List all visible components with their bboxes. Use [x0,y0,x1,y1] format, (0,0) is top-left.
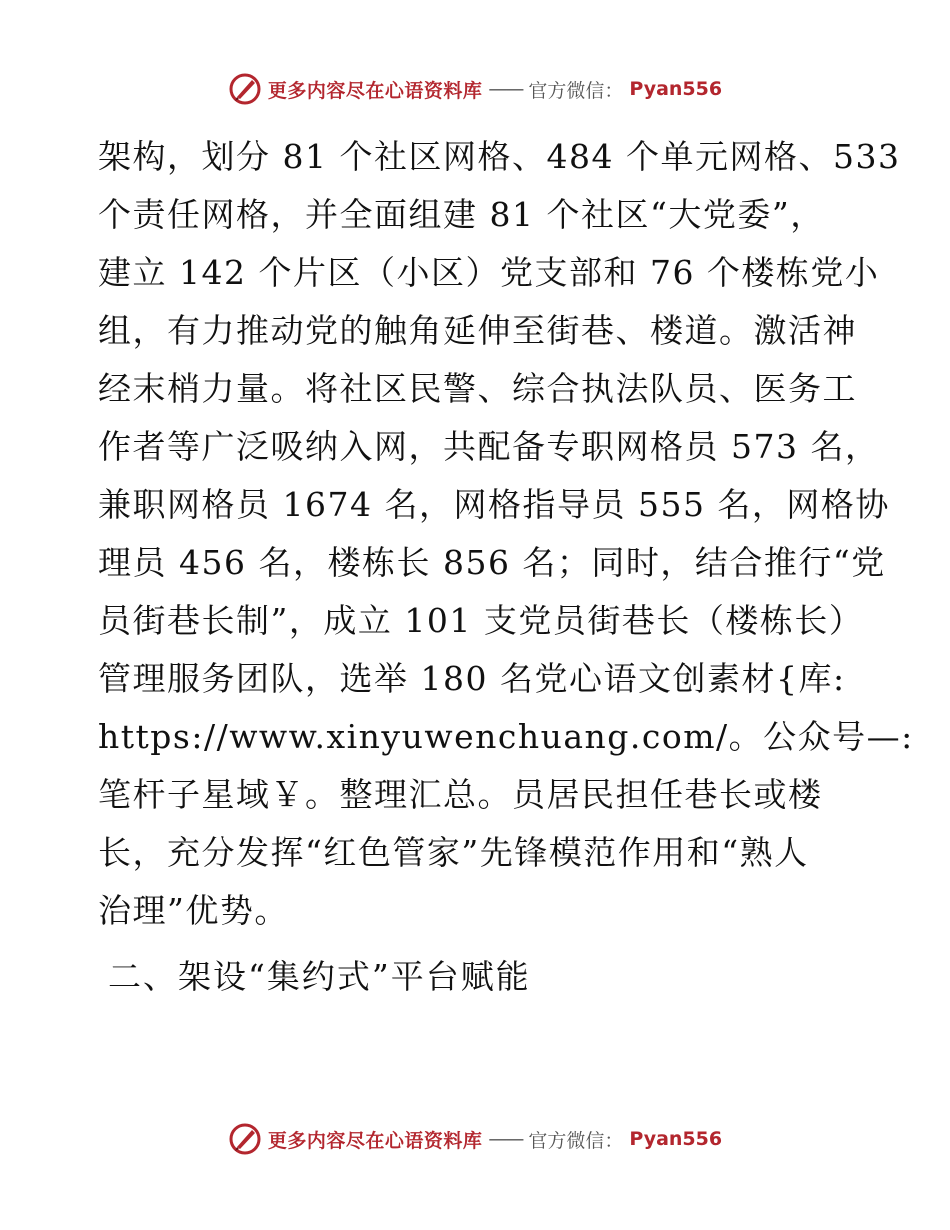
banner-wechat-label: 官方微信： [528,79,624,102]
text-line: 兼职网格员 1674 名，网格指导员 555 名，网格协 [98,485,890,524]
text-line-url: https://www.xinyuwenchuang.com/。公众号—: [98,717,914,756]
quill-pen-logo-icon [228,1122,262,1156]
banner-separator: —— [488,78,523,100]
text-line: 组，有力推动党的触角延伸至街巷、楼道。激活神 [98,311,857,350]
text-line: 作者等广泛吸纳入网，共配备专职网格员 573 名， [98,427,880,466]
header-banner [0,72,950,106]
text-line: 架构，划分 81 个社区网格、484 个单元网格、533 [98,137,901,176]
text-line: 经末梢力量。将社区民警、综合执法队员、医务工 [98,369,857,408]
text-line: 理员 456 名，楼栋长 856 名；同时，结合推行“党 [98,543,886,582]
banner-wechat-label: 官方微信： [528,1129,624,1152]
banner-separator: —— [488,1128,523,1150]
quill-pen-logo-icon [228,72,262,106]
banner-brand-text: 更多内容尽在心语资料库 [267,79,483,102]
footer-banner [0,1122,950,1156]
text-line: 笔杆子星域￥。整理汇总。员居民担任巷长或楼 [98,775,823,814]
text-line: 建立 142 个片区（小区）党支部和 76 个楼栋党小 [98,253,880,292]
banner-brand-text: 更多内容尽在心语资料库 [267,1129,483,1152]
text-line: 个责任网格，并全面组建 81 个社区“大党委”， [98,195,825,234]
text-line: 治理”优势。 [98,891,289,930]
body-paragraph [98,128,914,940]
text-line: 员街巷长制”，成立 101 支党员街巷长（楼栋长） [98,601,864,640]
banner-wechat-handle: Pyan556 [629,78,723,100]
banner-wechat-handle: Pyan556 [629,1128,723,1150]
text-line: 管理服务团队，选举 180 名党心语文创素材{库: [98,659,846,698]
section-heading: 二、架设“集约式”平台赋能 [108,957,531,996]
text-line: 长，充分发挥“红色管家”先锋模范作用和“熟人 [98,833,809,872]
